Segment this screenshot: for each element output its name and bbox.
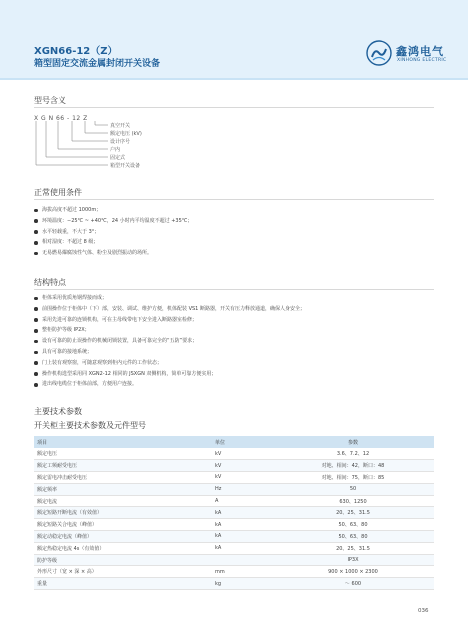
normal-conditions-list xyxy=(34,205,444,259)
param-name: 外形尺寸（宽 × 深 × 高） xyxy=(34,566,212,578)
param-name: 重量 xyxy=(34,578,212,590)
tech-params-heading: 主要技术参数 xyxy=(34,407,82,416)
section-divider xyxy=(34,199,434,200)
table-row xyxy=(34,578,434,590)
section-divider xyxy=(34,107,434,108)
list-item: 具有可靠的接地系统； xyxy=(34,347,444,358)
param-value: ～ 600 xyxy=(272,578,434,590)
list-item: 整柜防护等级 IP2X； xyxy=(34,325,444,336)
table-row xyxy=(34,448,434,460)
header-divider xyxy=(0,78,468,80)
param-name: 额定短路关合电流（峰值） xyxy=(34,519,212,531)
param-value: 20、25、31.5 xyxy=(272,542,434,554)
list-item: 门上装有观察窗，可随意观察到柜内元件的工作状态； xyxy=(34,358,444,369)
model-label-voltage: 额定电压 (kV) xyxy=(110,131,142,137)
list-item: 无易燃易爆腐蚀性气体、粉尘及剧烈振动的场所。 xyxy=(34,248,444,259)
list-item: 设有可靠的防止误操作的机械闭锁装置，具备可靠完全的“五防”要求； xyxy=(34,336,444,347)
table-header-row xyxy=(34,436,434,448)
param-unit: mm xyxy=(212,566,272,578)
list-item: 环境温度：−25℃ ~ +40℃，24 小时内平均温度不超过 +35℃； xyxy=(34,216,444,227)
param-value: 630、1250 xyxy=(272,495,434,507)
param-value: IP3X xyxy=(272,554,434,566)
list-item: 柜体采用优质角钢焊接而成； xyxy=(34,293,444,304)
param-unit: kA xyxy=(212,542,272,554)
param-value: 3.6、7.2、12 xyxy=(272,448,434,460)
param-value: 50、63、80 xyxy=(272,531,434,543)
param-value: 50 xyxy=(272,483,434,495)
param-unit xyxy=(212,554,272,566)
model-label-design: 设计序号 xyxy=(110,139,131,145)
param-name: 额定动稳定电流（峰值） xyxy=(34,531,212,543)
col-header-value: 参数 xyxy=(272,436,434,448)
param-name: 额定雷电冲击耐受电压 xyxy=(34,472,212,484)
model-meaning-heading: 型号含义 xyxy=(34,96,66,105)
col-header-unit: 单位 xyxy=(212,436,272,448)
list-item: 水平轻载重，不大于 3°； xyxy=(34,227,444,238)
tech-params-subheading: 开关柜主要技术参数及元件型号 xyxy=(34,421,146,430)
page-number: 036 xyxy=(418,608,429,614)
model-code: X G N 66 - 12 Z xyxy=(34,115,88,122)
structure-heading: 结构特点 xyxy=(34,278,66,287)
list-item: 进出线电缆位于柜体前部，方便用户连接。 xyxy=(34,379,444,390)
param-value: 对地、相间：42，断口：48 xyxy=(272,460,434,472)
table-row xyxy=(34,531,434,543)
param-value: 50、63、80 xyxy=(272,519,434,531)
company-name: 鑫鸿电气 xyxy=(396,45,444,58)
param-unit: kA xyxy=(212,531,272,543)
param-name: 防护等级 xyxy=(34,554,212,566)
spec-table xyxy=(34,436,434,590)
param-unit: Hz xyxy=(212,483,272,495)
table-row xyxy=(34,460,434,472)
param-unit: kg xyxy=(212,578,272,590)
col-header-item: 项目 xyxy=(34,436,212,448)
param-name: 额定短路开断电流（有效值） xyxy=(34,507,212,519)
param-unit: A xyxy=(212,495,272,507)
normal-conditions-heading: 正常使用条件 xyxy=(34,188,82,197)
param-name: 额定热稳定电流 4s（有效值） xyxy=(34,542,212,554)
model-label-fixed: 固定式 xyxy=(110,155,126,161)
product-model-title: XGN66-12（Z） xyxy=(34,46,118,57)
param-name: 额定电流 xyxy=(34,495,212,507)
param-unit: kV xyxy=(212,448,272,460)
company-logo-icon xyxy=(366,40,392,66)
param-value: 900 × 1000 × 2300 xyxy=(272,566,434,578)
list-item: 相对湿度：不超过 8 级； xyxy=(34,237,444,248)
list-item: 前围操作位于柜体中（下）部，安装、调试、维护方便，机体配装 VS1 断路器，开关有压力释放通道，确保人身安全； xyxy=(34,304,444,315)
param-value: 20、25、31.5 xyxy=(272,507,434,519)
table-row xyxy=(34,483,434,495)
param-unit: kA xyxy=(212,507,272,519)
table-row xyxy=(34,472,434,484)
param-unit: kA xyxy=(212,519,272,531)
table-row xyxy=(34,519,434,531)
table-row xyxy=(34,495,434,507)
table-row xyxy=(34,554,434,566)
param-name: 额定频率 xyxy=(34,483,212,495)
model-label-indoor: 户内 xyxy=(110,147,121,153)
param-name: 额定工频耐受电压 xyxy=(34,460,212,472)
company-name-en: XINHONG ELECTRIC xyxy=(397,58,447,63)
param-value: 对地、相间：75，断口：85 xyxy=(272,472,434,484)
product-name-title: 箱型固定交流金属封闭开关设备 xyxy=(34,59,161,69)
model-label-box: 箱型开关设备 xyxy=(110,163,141,169)
param-name: 额定电压 xyxy=(34,448,212,460)
table-row xyxy=(34,542,434,554)
section-divider xyxy=(34,289,434,290)
param-unit: kV xyxy=(212,472,272,484)
table-row xyxy=(34,507,434,519)
param-unit: kV xyxy=(212,460,272,472)
table-row xyxy=(34,566,434,578)
structure-list xyxy=(34,293,444,390)
list-item: 操作机构选型采用同 XGN2-12 相同的 JSXGN 双侧机构，简单可靠方便实用； xyxy=(34,369,444,380)
list-item: 采用先进可靠的连锁机构，可在主母线带电下安全进入断路器室检修； xyxy=(34,315,444,326)
model-bracket-lines xyxy=(34,121,114,177)
list-item: 海拔高度不超过 1000m； xyxy=(34,205,444,216)
model-label-vacuum: 真空开关 xyxy=(110,123,131,129)
